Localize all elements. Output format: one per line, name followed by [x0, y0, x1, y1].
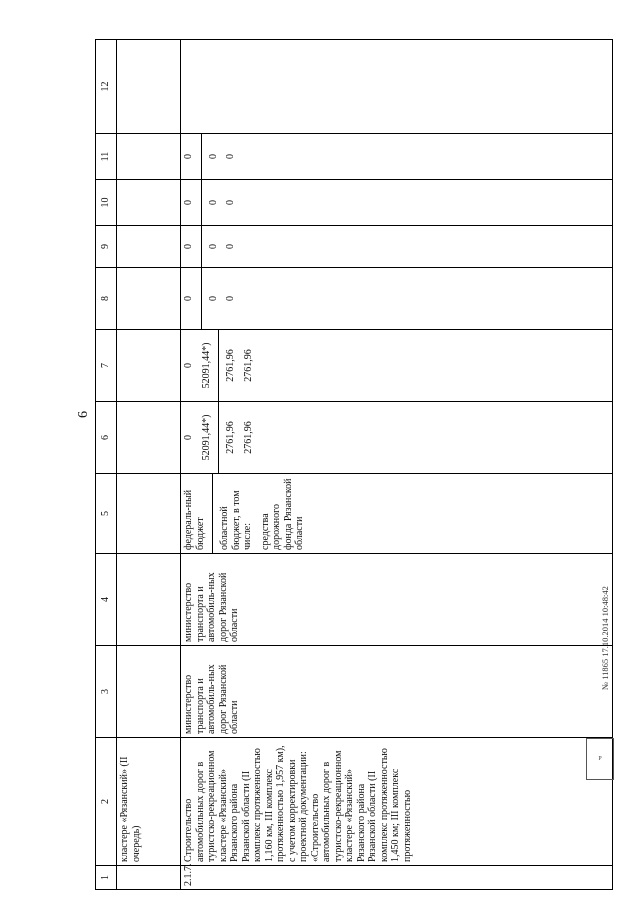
col10-values [181, 180, 613, 226]
value: 0 [183, 154, 194, 159]
col11-values [181, 134, 613, 180]
col6-values [181, 402, 613, 474]
col8-values [181, 268, 613, 330]
header-cell: 4 [96, 554, 117, 646]
header-cell: 7 [96, 330, 117, 402]
table-cell [117, 40, 181, 134]
value: 0 [207, 296, 219, 301]
header-cell: 9 [96, 226, 117, 268]
header-cell: 5 [96, 474, 117, 554]
value: 2761,96 [242, 421, 254, 454]
table-cell [181, 40, 613, 134]
table-cell [117, 226, 181, 268]
value: 0 [207, 200, 219, 205]
continued-description: кластере «Рязанский» (II очередь) [117, 738, 181, 866]
funding-sources [181, 474, 613, 554]
table-cell [117, 474, 181, 554]
header-cell: 6 [96, 402, 117, 474]
value: 52091,44*) [200, 342, 212, 389]
divider [201, 180, 202, 225]
value: 0 [225, 244, 236, 249]
value: 2761,96 [242, 349, 254, 382]
value: 0 [183, 296, 194, 301]
table-cell [117, 866, 181, 890]
table-cell [117, 180, 181, 226]
value: 0 [225, 154, 236, 159]
value: 0 [225, 296, 236, 301]
header-row [96, 40, 117, 890]
value: 2761,96 [225, 349, 236, 382]
value: 0 [183, 244, 194, 249]
value: 52091,44*) [200, 414, 212, 461]
header-cell: 3 [96, 646, 117, 738]
header-cell: 2 [96, 738, 117, 866]
header-cell: 11 [96, 134, 117, 180]
table-row-continued [117, 40, 181, 890]
divider [218, 402, 219, 473]
divider [201, 134, 202, 179]
col7-values [181, 330, 613, 402]
table-row-2-1-7 [181, 40, 613, 890]
table-cell [117, 554, 181, 646]
program-table [95, 39, 613, 890]
registration-stamp-logo: Р [586, 738, 614, 780]
value: 0 [183, 435, 194, 440]
col9-values [181, 226, 613, 268]
row-number: 2.1.7. [181, 866, 613, 890]
table-cell [117, 268, 181, 330]
table-cell [117, 402, 181, 474]
table-cell [117, 134, 181, 180]
value: 0 [183, 363, 194, 368]
header-cell: 12 [96, 40, 117, 134]
registration-stamp: № 11865 17.10.2014 10:48:42 [600, 586, 610, 690]
source-road-fund: средства дорожного фонда Рязанской области [259, 478, 305, 550]
rotated-table-container [95, 40, 613, 890]
value: 2761,96 [225, 421, 236, 454]
source-federal: федераль-ный бюджет [183, 489, 206, 550]
header-cell: 8 [96, 268, 117, 330]
divider [201, 268, 202, 329]
value: 0 [207, 154, 219, 159]
row-description: Строительство автомобильных дорог в туристско-рекреационном кластере «Рязанский» Рязанского района Рязанской области (II комплекс протяженностью 1,160 км, III комплекс протяженностью 1,957 км), с учетом корректировки проектной документации: «Строительство автомобильных дорог в туристско-рекреационном кластере «Рязанский» Рязанского района Рязанской области (II комплекс протяженностью 1,450 км; III комплекс протяженностью [181, 738, 613, 866]
responsible-executor: министерство транспорта и автомобиль-ных дорог Рязанской области [181, 646, 613, 738]
table-cell [117, 646, 181, 738]
divider [218, 330, 219, 401]
header-cell: 1 [96, 866, 117, 890]
value: 0 [207, 244, 219, 249]
value: 0 [183, 200, 194, 205]
table-cell [117, 330, 181, 402]
source-regional: областной бюджет, в том числе: [219, 490, 253, 550]
page-number: 6 [76, 411, 91, 418]
coexecutor: министерство транспорта и автомобиль-ных дорог Рязанской области [181, 554, 613, 646]
divider [201, 226, 202, 267]
header-cell: 10 [96, 180, 117, 226]
value: 0 [225, 200, 236, 205]
divider [212, 474, 213, 553]
